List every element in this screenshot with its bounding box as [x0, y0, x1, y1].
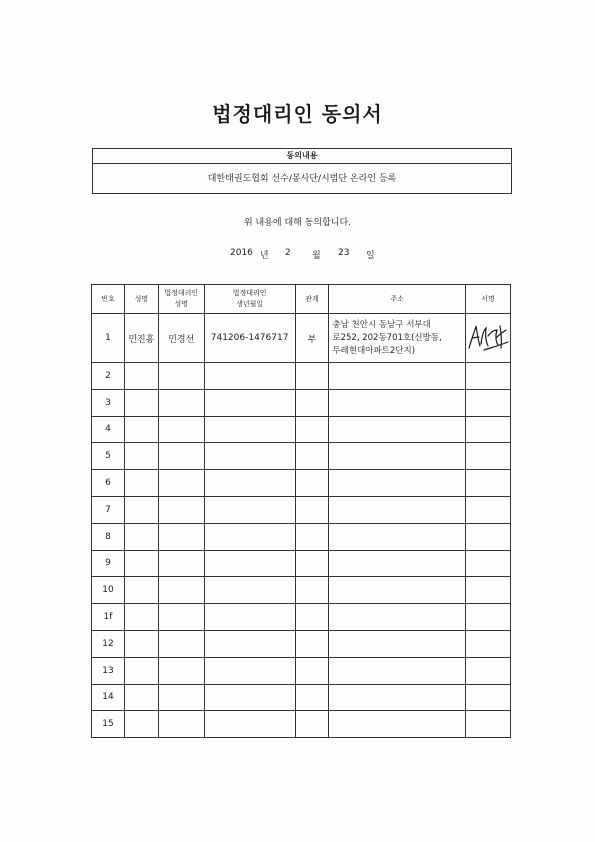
- row-number: 1: [92, 314, 125, 363]
- header-guardian-name: 법정대리인 성명: [158, 285, 204, 314]
- row-signature: [465, 389, 510, 416]
- handwritten-signature: [466, 318, 510, 358]
- row-address: [329, 630, 466, 657]
- row-relation: [295, 684, 329, 711]
- row-guardian-birth: 741206-1476717: [204, 314, 295, 363]
- guardian-table: [91, 284, 511, 738]
- row-relation: [295, 416, 329, 443]
- row-signature: [465, 443, 510, 470]
- date-year: 2016: [230, 248, 253, 258]
- row-number: 15: [92, 711, 125, 738]
- row-number: 10: [92, 577, 125, 604]
- row-guardian-name: [158, 523, 204, 550]
- row-address: [329, 496, 466, 523]
- header-name: 성명: [124, 285, 158, 314]
- row-name: [124, 416, 158, 443]
- row-name: 민진홍: [124, 314, 158, 363]
- row-name: [124, 657, 158, 684]
- row-guardian-birth: [204, 389, 295, 416]
- row-guardian-birth: [204, 523, 295, 550]
- table-row: [92, 577, 511, 604]
- row-number: 9: [92, 550, 125, 577]
- row-number: 7: [92, 496, 125, 523]
- table-row: [92, 496, 511, 523]
- table-row: [92, 443, 511, 470]
- row-relation: [295, 363, 329, 390]
- table-row: [92, 363, 511, 390]
- row-address: [329, 363, 466, 390]
- row-relation: 부: [295, 314, 329, 363]
- row-guardian-name: [158, 577, 204, 604]
- row-signature: [465, 657, 510, 684]
- address-line: 두레현대아파트2단지): [332, 345, 416, 356]
- row-guardian-birth: [204, 496, 295, 523]
- row-name: [124, 550, 158, 577]
- row-address: [329, 314, 466, 363]
- row-relation: [295, 523, 329, 550]
- row-guardian-birth: [204, 630, 295, 657]
- row-address: [329, 657, 466, 684]
- row-name: [124, 684, 158, 711]
- row-name: [124, 604, 158, 631]
- row-signature: [465, 314, 510, 363]
- table-row: [92, 523, 511, 550]
- row-number: 3: [92, 389, 125, 416]
- row-signature: [465, 470, 510, 497]
- row-relation: [295, 389, 329, 416]
- row-relation: [295, 443, 329, 470]
- row-name: [124, 496, 158, 523]
- row-guardian-name: [158, 550, 204, 577]
- row-guardian-name: [158, 604, 204, 631]
- row-guardian-birth: [204, 550, 295, 577]
- row-guardian-name: 민경선: [158, 314, 204, 363]
- table-row: [92, 470, 511, 497]
- row-address: [329, 684, 466, 711]
- row-number: 8: [92, 523, 125, 550]
- table-header-row: [92, 285, 511, 314]
- row-address: [329, 389, 466, 416]
- row-guardian-birth: [204, 363, 295, 390]
- row-guardian-name: [158, 630, 204, 657]
- row-name: [124, 443, 158, 470]
- row-signature: [465, 711, 510, 738]
- row-number: 4: [92, 416, 125, 443]
- header-number: 번호: [92, 285, 125, 314]
- header-relation: 관계: [295, 285, 329, 314]
- row-number: 14: [92, 684, 125, 711]
- consent-header: 동의내용: [93, 149, 511, 164]
- table-row: [92, 550, 511, 577]
- table-row: [92, 657, 511, 684]
- row-name: [124, 630, 158, 657]
- row-signature: [465, 523, 510, 550]
- table-row: [92, 684, 511, 711]
- row-name: [124, 389, 158, 416]
- row-guardian-birth: [204, 711, 295, 738]
- row-guardian-name: [158, 470, 204, 497]
- row-signature: [465, 416, 510, 443]
- row-name: [124, 523, 158, 550]
- row-relation: [295, 470, 329, 497]
- row-relation: [295, 577, 329, 604]
- row-guardian-name: [158, 363, 204, 390]
- row-guardian-name: [158, 711, 204, 738]
- header-guardian-birth: 법정대리인 생년월일: [204, 285, 295, 314]
- row-relation: [295, 496, 329, 523]
- row-address: [329, 577, 466, 604]
- row-signature: [465, 577, 510, 604]
- row-signature: [465, 550, 510, 577]
- table-row: [92, 630, 511, 657]
- row-guardian-name: [158, 416, 204, 443]
- row-address: [329, 443, 466, 470]
- consent-body: 대한태권도협회 선수/봉사단/시범단 온라인 등록: [207, 174, 397, 184]
- row-signature: [465, 363, 510, 390]
- row-address: [329, 550, 466, 577]
- date-month-unit: 월: [312, 251, 321, 261]
- row-guardian-birth: [204, 416, 295, 443]
- row-address: [329, 711, 466, 738]
- date-day: 23: [338, 248, 350, 258]
- row-relation: [295, 711, 329, 738]
- row-address: [329, 470, 466, 497]
- row-guardian-birth: [204, 684, 295, 711]
- row-number: 12: [92, 630, 125, 657]
- row-address: [329, 604, 466, 631]
- row-guardian-birth: [204, 443, 295, 470]
- table-row: [92, 389, 511, 416]
- header-signature: 서명: [465, 285, 510, 314]
- row-guardian-name: [158, 443, 204, 470]
- row-guardian-birth: [204, 470, 295, 497]
- row-number: 13: [92, 657, 125, 684]
- table-row: [92, 314, 511, 363]
- row-guardian-name: [158, 657, 204, 684]
- row-signature: [465, 684, 510, 711]
- date-day-unit: 일: [366, 251, 375, 261]
- table-row: [92, 711, 511, 738]
- row-guardian-birth: [204, 604, 295, 631]
- consent-box: [92, 148, 512, 194]
- row-signature: [465, 496, 510, 523]
- date-year-unit: 년: [260, 251, 269, 261]
- table-row: [92, 604, 511, 631]
- row-name: [124, 470, 158, 497]
- row-guardian-name: [158, 496, 204, 523]
- row-relation: [295, 657, 329, 684]
- row-guardian-birth: [204, 577, 295, 604]
- row-name: [124, 711, 158, 738]
- table-row: [92, 416, 511, 443]
- row-signature: [465, 630, 510, 657]
- row-relation: [295, 550, 329, 577]
- address-line: 충남 천안시 동남구 서부대: [332, 319, 431, 330]
- agreement-statement: 위 내용에 대해 동의합니다.: [243, 218, 352, 228]
- row-guardian-name: [158, 389, 204, 416]
- row-name: [124, 577, 158, 604]
- row-number: 5: [92, 443, 125, 470]
- row-relation: [295, 630, 329, 657]
- row-number: 2: [92, 363, 125, 390]
- date-month: 2: [285, 248, 291, 258]
- row-signature: [465, 604, 510, 631]
- address-line: 로252, 202동701호(신방동,: [332, 332, 442, 343]
- header-address: 주소: [329, 285, 466, 314]
- row-guardian-birth: [204, 657, 295, 684]
- document-title: 법정대리인 동의서: [212, 102, 383, 126]
- row-number: 1f: [92, 604, 125, 631]
- row-number: 6: [92, 470, 125, 497]
- row-guardian-name: [158, 684, 204, 711]
- row-address: [329, 416, 466, 443]
- row-relation: [295, 604, 329, 631]
- row-name: [124, 363, 158, 390]
- row-address: [329, 523, 466, 550]
